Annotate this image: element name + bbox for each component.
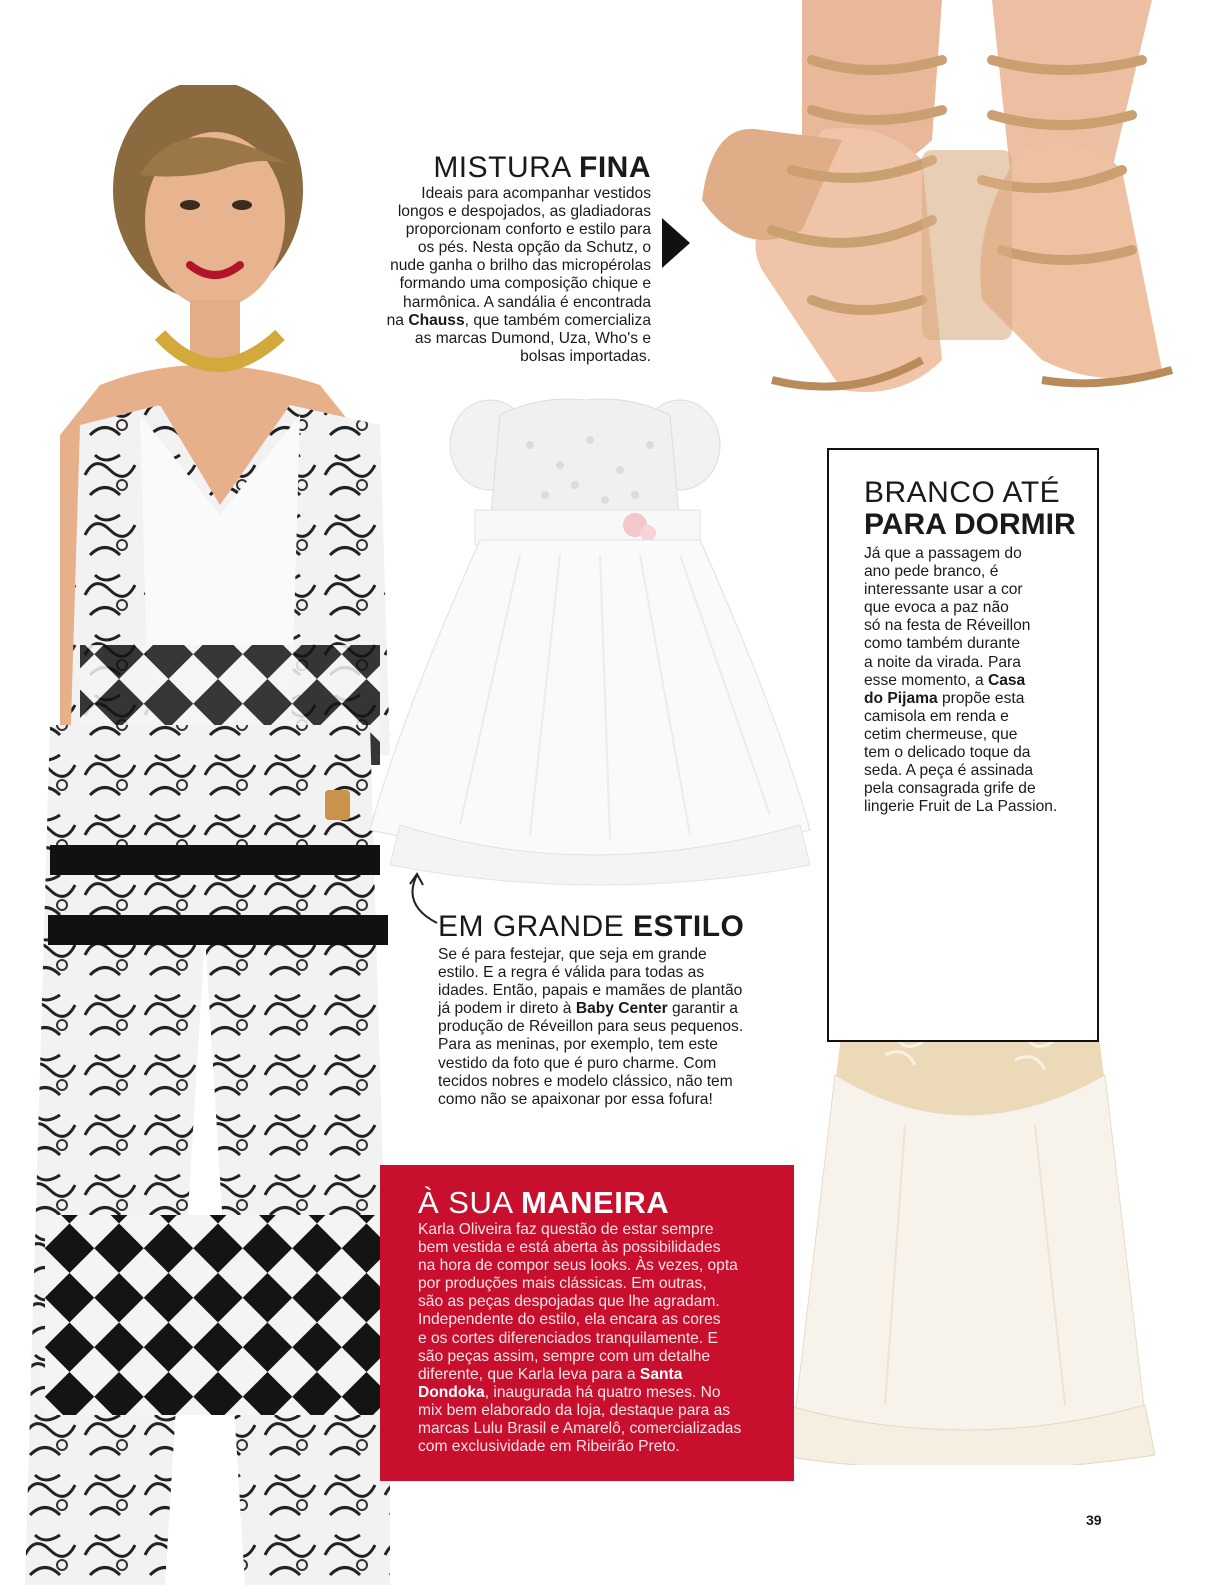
photo-child-dress (360, 385, 830, 905)
headline-mistura-fina: MISTURA FINA (433, 151, 651, 184)
article-branco-ate-para-dormir (864, 478, 1096, 816)
store-name-chauss: Chauss (408, 311, 465, 329)
photo-woman-jumpsuit (20, 85, 390, 1585)
photo-gladiator-sandals (662, 0, 1202, 410)
article-em-grande-estilo (438, 912, 763, 1109)
body-mistura-fina: Ideais para acompanhar vestidos longos e despojados, as gladiadoras proporcionam conforto e estilo para os pés. Nesta opção da Schutz, o nude ganha o brilho das micropérolas formando uma composição chique e harmônica. A sandália é encontrada na Chauss, que também comercializa as marcas Dumond, Uza, Who's e bolsas importadas. (386, 185, 651, 365)
headline-a-sua-maneira: À SUA MANEIRA (418, 1185, 670, 1220)
body-grande: Se é para festejar, que seja em grande estilo. E a regra é válida para todas as idades. Então, papais e mamães de plantão já podem ir direto à Baby Center garantir a produção de Réveillon para seus pequenos. Para as meninas, por exemplo, tem este vestido da foto que é puro charme. Com tecidos nobres e modelo clássico, não tem como não se apaixonar por essa fofura! (438, 946, 744, 1108)
body-maneira: Karla Oliveira faz questão de estar sempre bem vestida e está aberta às possibilidades na hora de compor seus looks. Às vezes, opta por produções mais clássicas. Em outras, são as peças despojadas que lhe agradam. Independente do estilo, ela encara as cores e os cortes diferenciados tranquilamente. E são peças assim, sempre com um detalhe diferente, que Karla leva para a Santa Dondoka, inaugurada há quatro meses. No mix bem elaborado da loja, destaque para as marcas Lulu Brasil e Amarelô, comercializadas com exclusividade em Ribeirão Preto. (418, 1221, 742, 1456)
page-number: 39 (1086, 1512, 1102, 1528)
body-branco: Já que a passagem do ano pede branco, é interessante usar a cor que evoca a paz não só na festa de Réveillon como também durante a noite da virada. Para esse momento, a Casa do Pijama propõe esta camisola em renda e cetim chermeuse, que tem o delicado toque da seda. A peça é assinada pela consagrada grife de lingerie Fruit de La Passion. (864, 545, 1058, 816)
triangle-arrow-icon (662, 218, 690, 268)
headline-em-grande-estilo: EM GRANDE ESTILO (438, 910, 745, 943)
article-a-sua-maneira (418, 1187, 778, 1456)
headline-branco-ate: BRANCO ATÉ (864, 476, 1061, 509)
curved-arrow-icon (402, 870, 442, 930)
headline-para-dormir: PARA DORMIR (864, 508, 1076, 541)
article-mistura-fina (355, 153, 651, 366)
